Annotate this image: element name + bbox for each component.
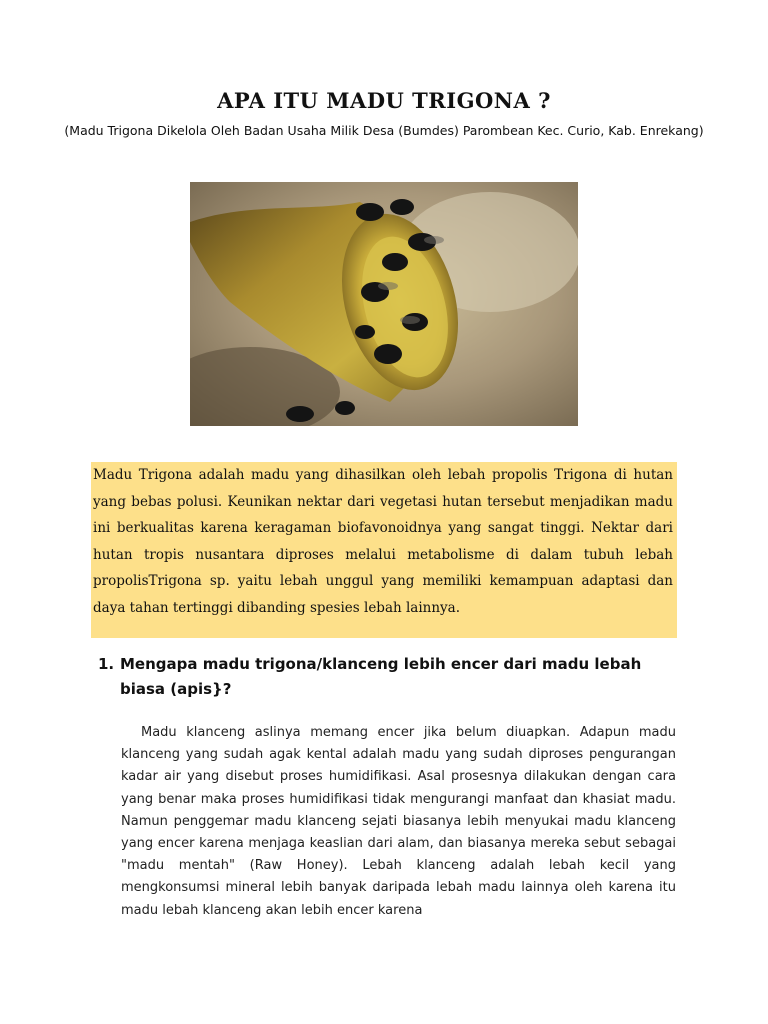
intro-highlight-box — [91, 462, 677, 638]
question-item — [98, 652, 698, 702]
trigona-bee-photo — [190, 182, 578, 426]
question-number: 1. — [98, 655, 115, 673]
page-title: APA ITU MADU TRIGONA ? — [217, 88, 551, 113]
question-text: Mengapa madu trigona/klanceng lebih encer dari madu lebah biasa (apis}? — [120, 655, 642, 698]
intro-paragraph: Madu Trigona adalah madu yang dihasilkan oleh lebah propolis Trigona di hutan yang bebas polusi. Keunikan nektar dari vegetasi hutan tersebut menjadikan madu ini berkualitas karena keragaman biofavonoidnya yang sangat tinggi. Nektar dari hutan tropis nusantara diproses melalui metabolisme di dalam tubuh lebah propolisTrigona sp. yaitu lebah unggul yang memiliki kemampuan adaptasi dan daya tahan tertinggi dibanding spesies lebah lainnya. — [93, 467, 673, 616]
page-subtitle: (Madu Trigona Dikelola Oleh Badan Usaha Milik Desa (Bumdes) Parombean Kec. Curio, Kab. Enrekang) — [64, 123, 704, 138]
answer-paragraph: Madu klanceng aslinya memang encer jika belum diuapkan. Adapun madu klanceng yang sudah agak kental adalah madu yang sudah diproses pengurangan kadar air yang disebut proses humidifikasi. Asal prosesnya dilakukan dengan cara yang benar maka proses humidifikasi tidak mengurangi manfaat dan khasiat madu. Namun penggemar madu klanceng sejati biasanya lebih menyukai madu klanceng yang encer karena menjaga keaslian dari alam, dan biasanya mereka sebut sebagai "madu mentah" (Raw Honey). Lebah klanceng adalah lebah kecil yang mengkonsumsi mineral lebih banyak daripada lebah madu lainnya oleh karena itu madu lebah klanceng akan lebih encer karena — [121, 725, 676, 918]
